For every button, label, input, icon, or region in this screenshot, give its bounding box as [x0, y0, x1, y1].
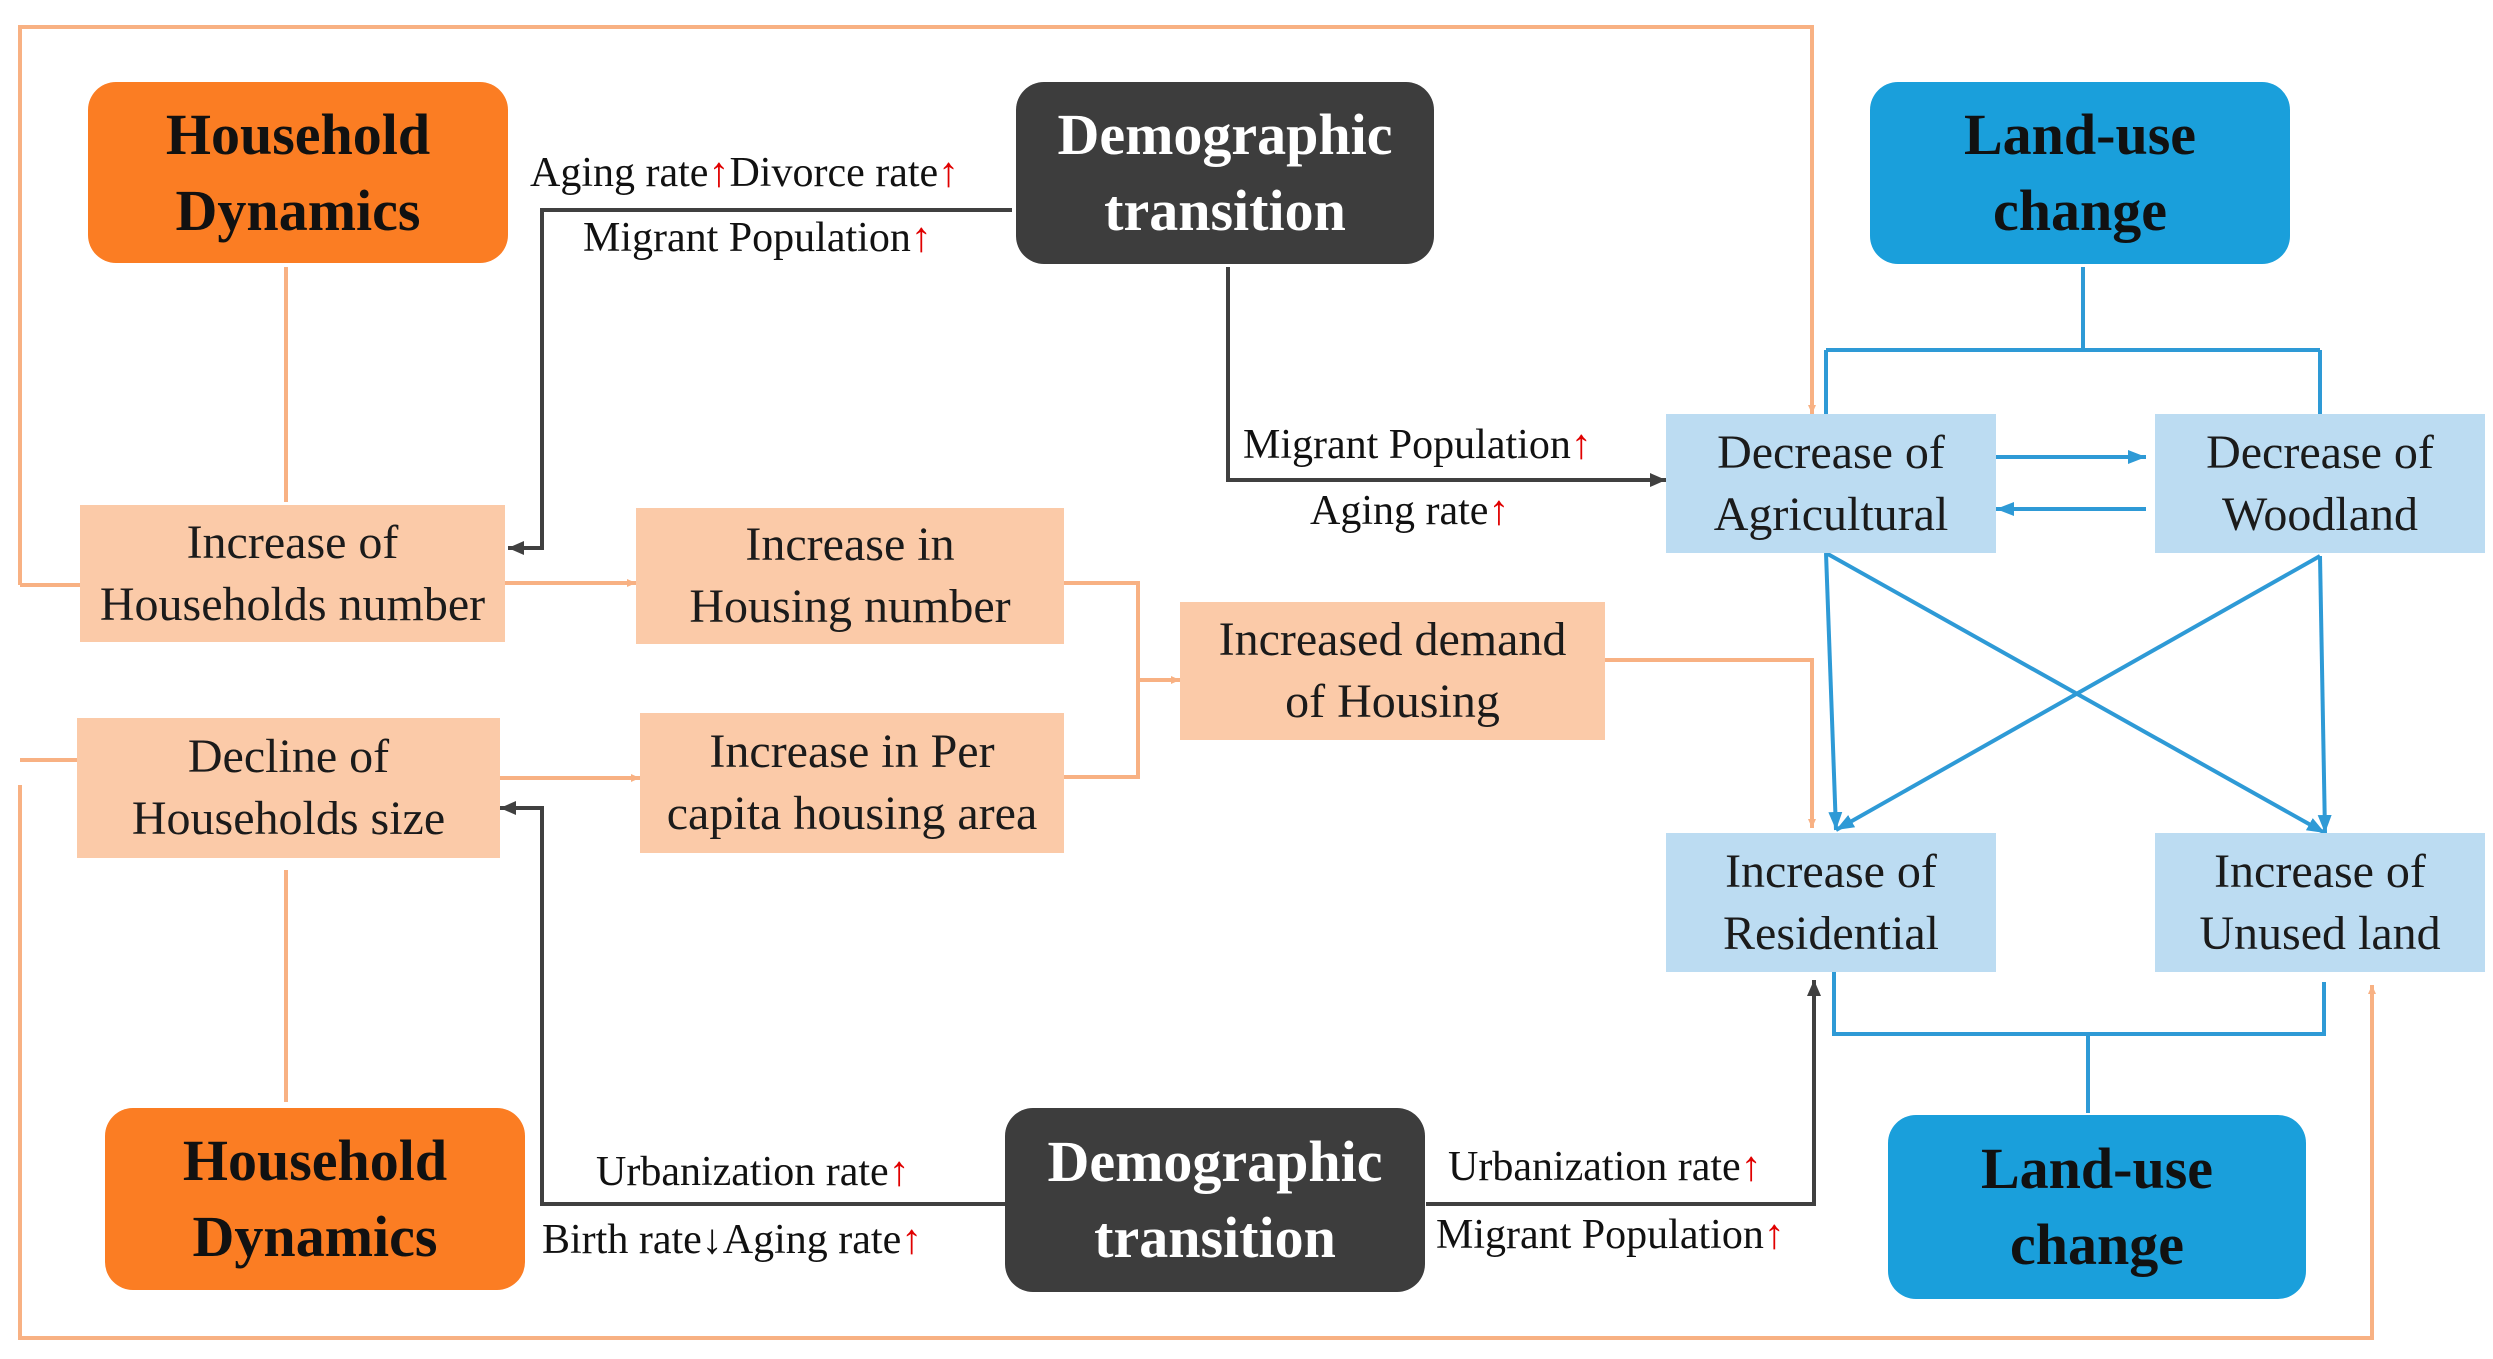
household-dynamics-bottom	[105, 1108, 525, 1290]
landuse-bottom-bracket	[1834, 972, 2324, 1113]
edge-label-urbanization-right	[1448, 1142, 1762, 1192]
divorce-rate-text: Divorce rate	[729, 150, 939, 196]
migrant-population-text: Migrant Population	[583, 215, 911, 261]
unused-land-label: Increase of Unused land	[2199, 844, 2441, 960]
up-arrow-icon: ↑	[1570, 422, 1592, 468]
edge-label-aging-divorce	[530, 148, 959, 198]
households-number-label: Increase of Households number	[99, 515, 486, 631]
edge-label-migrant-residential	[1436, 1210, 1785, 1260]
urbanization-rate-text: Urbanization rate	[596, 1149, 889, 1195]
unused-land-node	[2155, 833, 2485, 972]
up-arrow-icon: ↑	[910, 215, 932, 261]
agricultural-label: Decrease of Agricultural	[1713, 425, 1949, 541]
edge-label-aging-agricultural	[1310, 486, 1509, 536]
households-number-node	[80, 505, 505, 642]
household-dynamics-bottom-label: Household Dynamics	[182, 1128, 448, 1269]
up-arrow-icon: ↑	[1763, 1212, 1785, 1258]
birth-rate-text: Birth rate	[542, 1217, 702, 1263]
households-size-node	[77, 718, 500, 858]
demographic-transition-top-label: Demographic transition	[1057, 102, 1393, 243]
up-arrow-icon: ↑	[1740, 1144, 1762, 1190]
urbanization-rate-text: Urbanization rate	[1448, 1144, 1741, 1190]
demographic-transition-bottom	[1005, 1108, 1425, 1292]
housing-number-label: Increase in Housing number	[689, 518, 1011, 633]
land-use-change-bottom-label: Land-use change	[1980, 1136, 2214, 1277]
residential-node	[1666, 833, 1996, 972]
up-arrow-icon: ↑	[888, 1149, 910, 1195]
woodland-to-unused	[2320, 556, 2325, 833]
agricultural-node	[1666, 414, 1996, 553]
edge-label-migrant-agricultural	[1243, 420, 1592, 470]
housing-area-label: Increase in Per capita housing area	[666, 725, 1038, 840]
residential-label: Increase of Residential	[1723, 844, 1939, 960]
land-use-change-bottom	[1888, 1115, 2306, 1299]
woodland-label: Decrease of Woodland	[2206, 425, 2434, 541]
migrant-population-text: Migrant Population	[1436, 1212, 1764, 1258]
demand-to-residential	[1605, 660, 1812, 828]
households-size-label: Decline of Households size	[131, 730, 446, 845]
up-arrow-icon: ↑	[1488, 488, 1510, 534]
aging-rate-text: Aging rate	[530, 150, 709, 196]
housing-number-to-merge	[1064, 583, 1138, 777]
aging-rate-text: Aging rate	[1310, 488, 1489, 534]
aging-rate-text: Aging rate	[722, 1217, 902, 1263]
housing-area-node	[640, 713, 1064, 853]
household-dynamics-top-label: Household Dynamics	[165, 101, 431, 243]
demographic-bottom-to-households-size	[500, 808, 1005, 1204]
land-use-change-top-label: Land-use change	[1963, 102, 2197, 243]
landuse-top-bracket	[1826, 267, 2320, 414]
household-dynamics-top	[88, 82, 508, 263]
housing-number-node	[636, 508, 1064, 644]
down-arrow-icon: ↓	[701, 1217, 723, 1263]
up-arrow-icon: ↑	[901, 1217, 923, 1263]
housing-demand-node	[1180, 602, 1605, 740]
demographic-transition-bottom-label: Demographic transition	[1047, 1129, 1383, 1270]
demographic-transition-top	[1016, 82, 1434, 264]
edge-label-migrant-top	[583, 213, 932, 263]
edge-label-birth-aging	[542, 1215, 922, 1265]
agricultural-to-residential	[1826, 553, 1836, 830]
up-arrow-icon: ↑	[708, 150, 730, 196]
woodland-node	[2155, 414, 2485, 553]
up-arrow-icon: ↑	[938, 150, 960, 196]
housing-demand-label: Increased demand of Housing	[1218, 613, 1567, 728]
land-use-change-top	[1870, 82, 2290, 264]
migrant-population-text: Migrant Population	[1243, 422, 1571, 468]
edge-label-urbanization-left	[596, 1147, 910, 1197]
